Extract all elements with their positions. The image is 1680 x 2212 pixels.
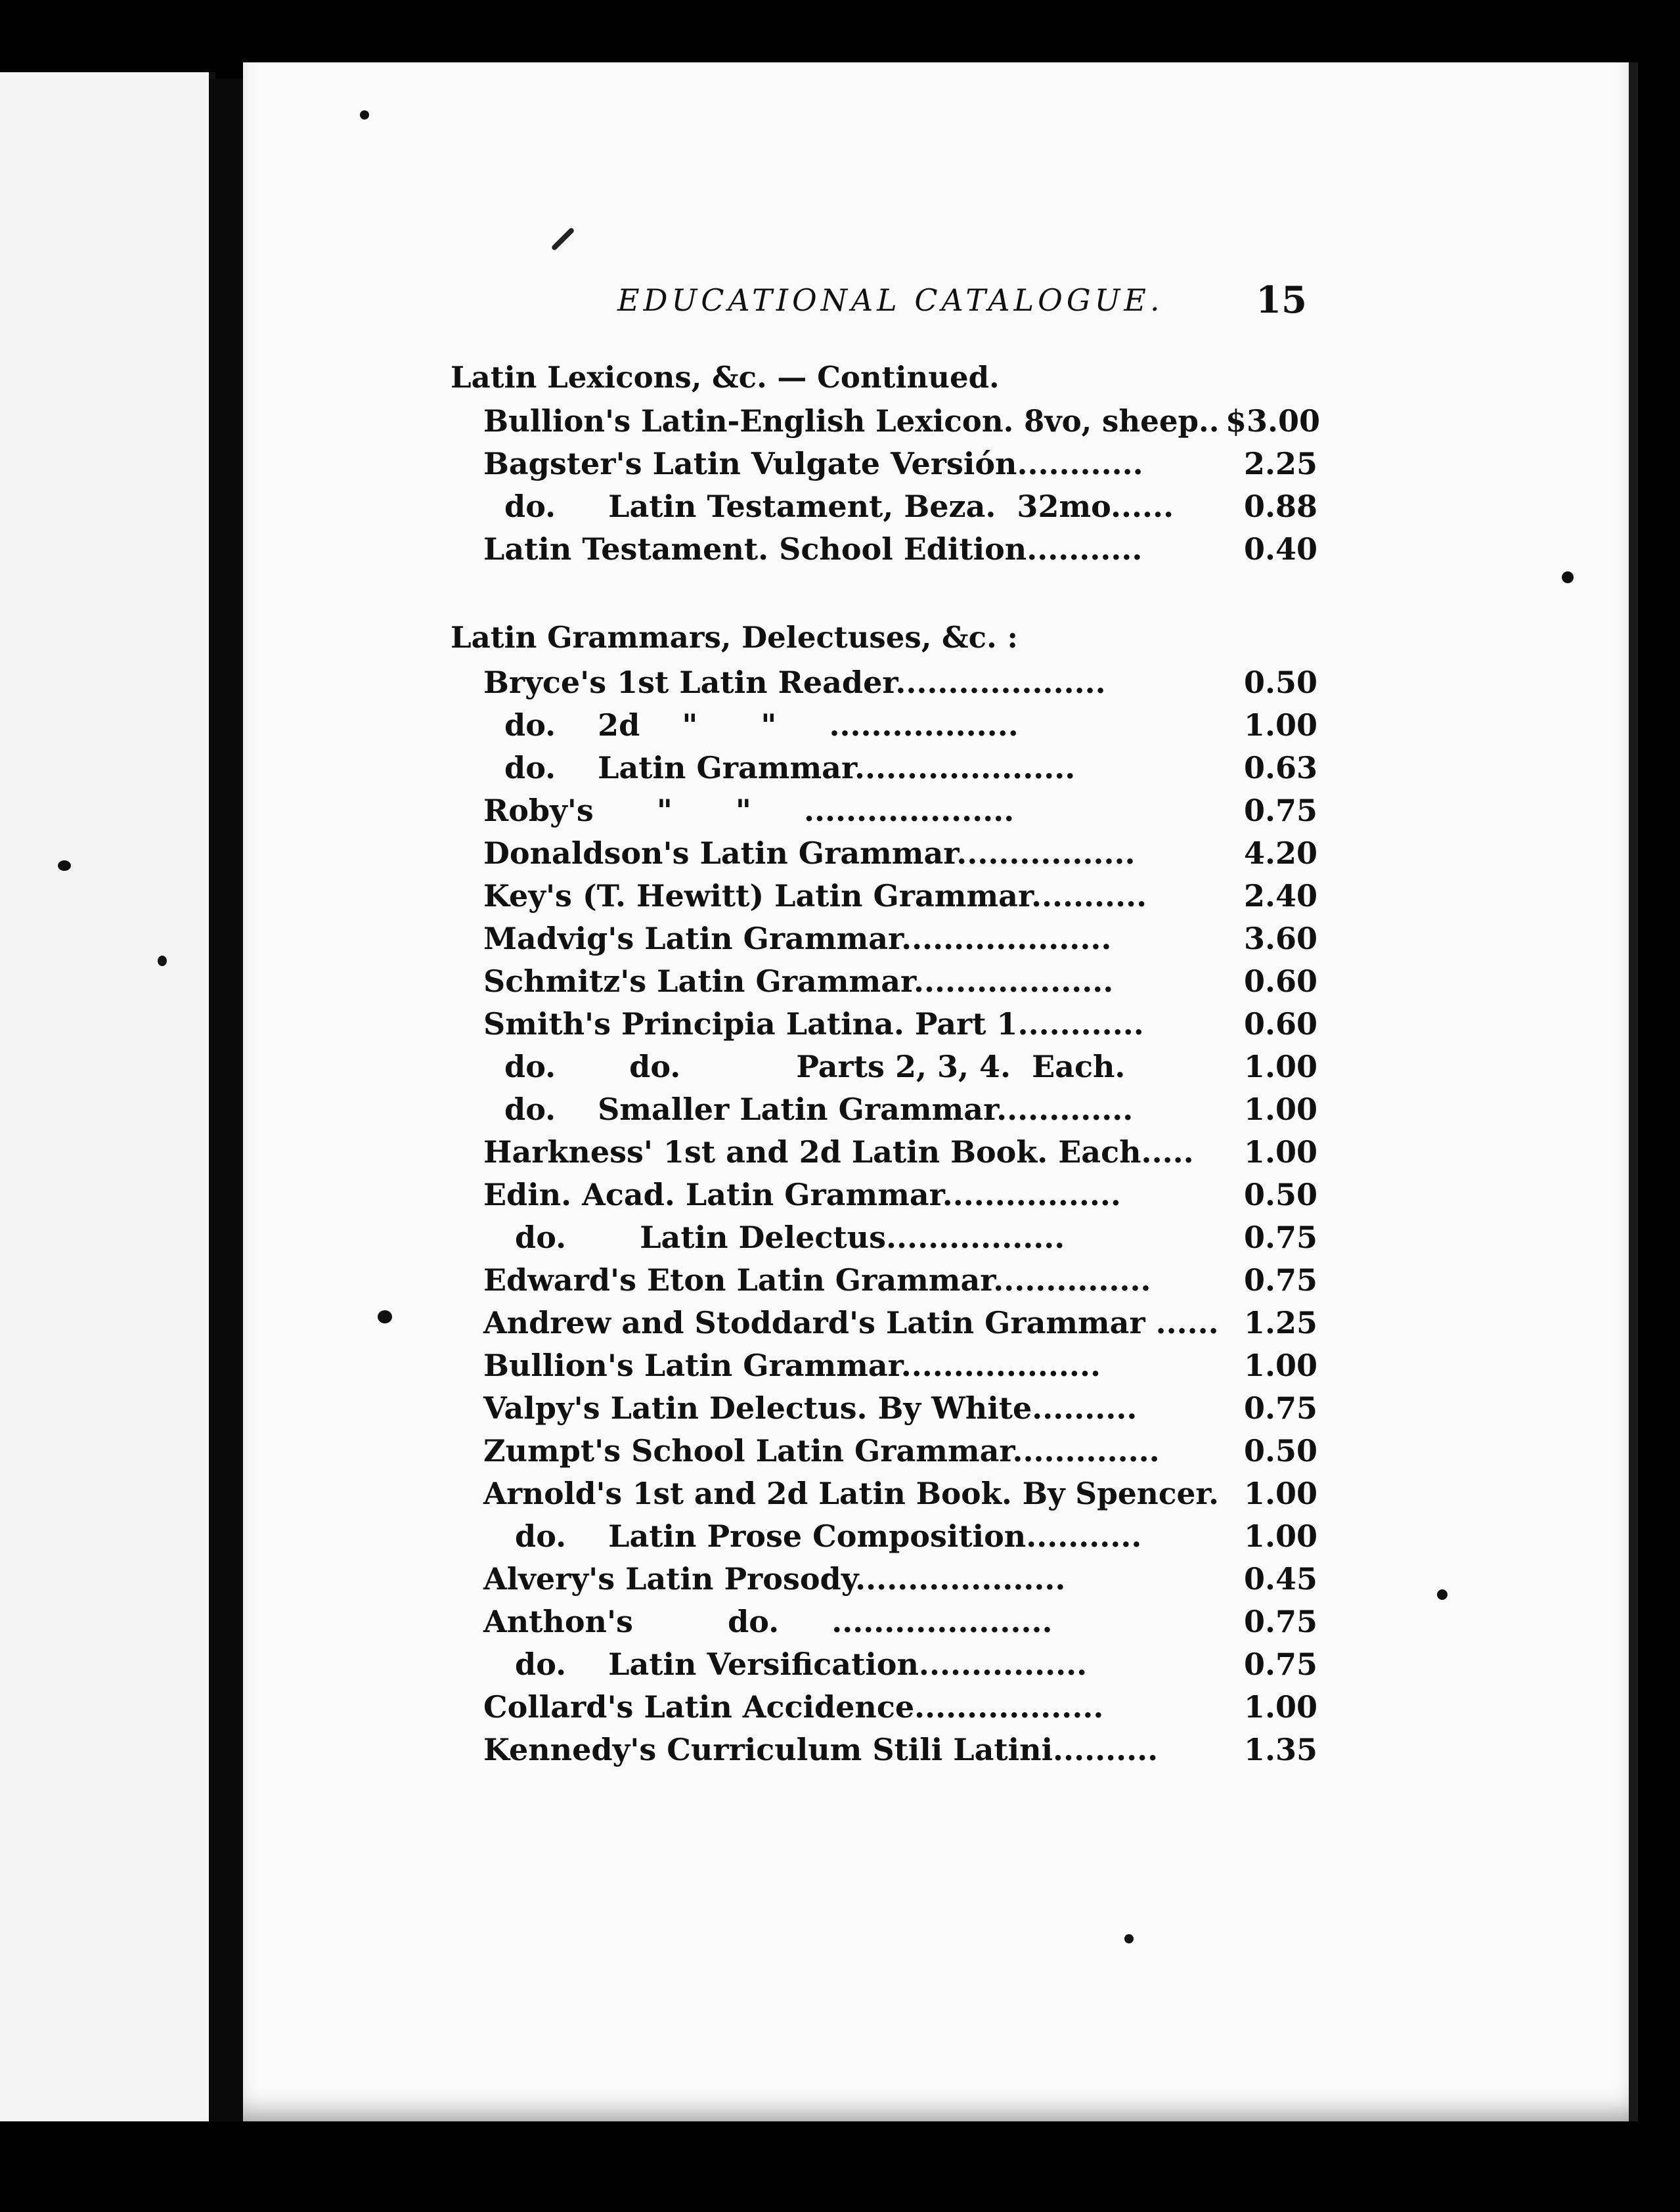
entry-title: Bryce's 1st Latin Reader.................... <box>483 665 1106 700</box>
list-item <box>483 403 1321 443</box>
speck <box>158 956 167 966</box>
speck <box>378 1310 392 1323</box>
list-item <box>483 1305 1317 1344</box>
entry-title: Edward's Eton Latin Grammar............... <box>483 1262 1151 1298</box>
entry-title: do. Latin Prose Composition........... <box>483 1518 1142 1554</box>
entry-price: 1.25 <box>1243 1305 1317 1340</box>
entry-price: 0.60 <box>1243 1006 1317 1042</box>
book-gutter <box>209 79 243 2121</box>
entry-title: Madvig's Latin Grammar.................... <box>483 921 1112 956</box>
list-item <box>483 1476 1317 1515</box>
list-item <box>483 1689 1317 1729</box>
list-item <box>483 1006 1317 1046</box>
list-item <box>483 963 1317 1003</box>
list-item <box>483 707 1317 747</box>
list-item <box>483 878 1317 918</box>
entry-price: 0.75 <box>1243 1604 1317 1639</box>
entry-title: do. Latin Versification................ <box>483 1647 1088 1682</box>
entry-title: Bagster's Latin Vulgate Versión............ <box>483 446 1143 481</box>
list-item <box>483 1518 1317 1558</box>
entry-price: 1.00 <box>1243 1518 1317 1554</box>
section-heading-suffix: — Continued. <box>766 360 1000 395</box>
speck <box>1124 1934 1134 1943</box>
entry-title: Schmitz's Latin Grammar................... <box>483 963 1114 999</box>
entry-title: Andrew and Stoddard's Latin Grammar ...... <box>483 1305 1219 1340</box>
entry-title: Harkness' 1st and 2d Latin Book. Each..... <box>483 1134 1194 1170</box>
section-heading-text: Latin Lexicons, &c. <box>451 360 767 395</box>
entry-price: 0.88 <box>1243 489 1317 524</box>
list-item <box>483 835 1317 875</box>
list-item <box>483 1390 1317 1430</box>
entry-price: 1.00 <box>1243 1348 1317 1383</box>
entry-price: 0.75 <box>1243 793 1317 828</box>
entry-title: Key's (T. Hewitt) Latin Grammar........... <box>483 878 1147 914</box>
speck <box>1562 571 1574 583</box>
entry-price: 2.25 <box>1243 446 1317 481</box>
entry-title: do. Latin Testament, Beza. 32mo...... <box>483 489 1174 524</box>
section-heading-lexicons <box>451 360 1000 395</box>
entry-price: 0.75 <box>1243 1220 1317 1255</box>
entry-price: 0.40 <box>1243 531 1317 567</box>
entry-title: Donaldson's Latin Grammar................. <box>483 835 1136 871</box>
list-item <box>483 446 1317 485</box>
entry-price: 2.40 <box>1243 878 1317 914</box>
section-heading-grammars <box>451 620 1018 655</box>
list-item <box>483 1092 1317 1131</box>
list-item <box>483 531 1317 571</box>
running-title: EDUCATIONAL CATALOGUE. <box>617 282 1164 318</box>
entry-price: 1.00 <box>1243 707 1317 743</box>
entry-price: 0.50 <box>1243 665 1317 700</box>
entry-title: do. Latin Delectus................. <box>483 1220 1065 1255</box>
list-item <box>483 1561 1317 1601</box>
list-item <box>483 1348 1317 1387</box>
page-number: 15 <box>1256 278 1307 322</box>
list-item <box>483 1262 1317 1302</box>
entry-title: Bullion's Latin Grammar................... <box>483 1348 1101 1383</box>
entry-title: Valpy's Latin Delectus. By White.......... <box>483 1390 1138 1426</box>
list-item <box>483 1049 1317 1088</box>
list-item <box>483 1433 1317 1472</box>
list-item <box>483 750 1317 789</box>
section-heading-text: Latin Grammars, Delectuses, &c. : <box>451 620 1019 655</box>
entry-title: Roby's " " .................... <box>483 793 1015 828</box>
entry-title: do. Latin Grammar..................... <box>483 750 1076 785</box>
entry-title: do. 2d " " .................. <box>483 707 1019 743</box>
entry-title: Zumpt's School Latin Grammar.............. <box>483 1433 1160 1469</box>
entry-price: 0.50 <box>1243 1177 1317 1212</box>
entry-price: 1.00 <box>1243 1689 1317 1725</box>
entry-title: Latin Testament. School Edition........... <box>483 531 1143 567</box>
entry-price: 3.60 <box>1243 921 1317 956</box>
entry-price: 0.75 <box>1243 1647 1317 1682</box>
entry-title: Collard's Latin Accidence.................. <box>483 1689 1104 1725</box>
entry-price: 0.75 <box>1243 1262 1317 1298</box>
running-head <box>617 278 1307 328</box>
list-item <box>483 793 1317 832</box>
entry-price: 0.75 <box>1243 1390 1317 1426</box>
list-item <box>483 665 1317 704</box>
speck <box>1437 1589 1448 1600</box>
entry-price: 1.00 <box>1243 1134 1317 1170</box>
list-item <box>483 1177 1317 1216</box>
list-item <box>483 1647 1317 1686</box>
entry-title: Smith's Principia Latina. Part 1............ <box>483 1006 1144 1042</box>
entry-price: 4.20 <box>1243 835 1317 871</box>
entry-price: 1.35 <box>1243 1732 1317 1767</box>
entry-title: Alvery's Latin Prosody.................... <box>483 1561 1066 1597</box>
speck <box>360 110 369 120</box>
entry-price: $3.00 <box>1226 403 1321 439</box>
entry-title: do. do. Parts 2, 3, 4. Each. <box>483 1049 1126 1084</box>
entry-title: Arnold's 1st and 2d Latin Book. By Spencer. <box>483 1476 1219 1511</box>
list-item <box>483 1134 1317 1174</box>
entry-price: 1.00 <box>1243 1049 1317 1084</box>
entry-title: Edin. Acad. Latin Grammar................. <box>483 1177 1121 1212</box>
list-item <box>483 489 1317 528</box>
entry-price: 1.00 <box>1243 1476 1317 1511</box>
list-item <box>483 921 1317 960</box>
entry-title: Anthon's do. ..................... <box>483 1604 1053 1639</box>
entry-price: 0.63 <box>1243 750 1317 785</box>
speck <box>58 860 71 871</box>
entry-title: Kennedy's Curriculum Stili Latini.......... <box>483 1732 1159 1767</box>
list-item <box>483 1220 1317 1259</box>
entry-price: 0.50 <box>1243 1433 1317 1469</box>
entry-title: do. Smaller Latin Grammar............. <box>483 1092 1134 1127</box>
entry-price: 0.60 <box>1243 963 1317 999</box>
entry-price: 0.45 <box>1243 1561 1317 1597</box>
list-item <box>483 1604 1317 1643</box>
entry-title: Bullion's Latin-English Lexicon. 8vo, sheep.. <box>483 403 1220 439</box>
list-item <box>483 1732 1317 1771</box>
left-page-edge <box>0 72 215 2121</box>
entry-price: 1.00 <box>1243 1092 1317 1127</box>
